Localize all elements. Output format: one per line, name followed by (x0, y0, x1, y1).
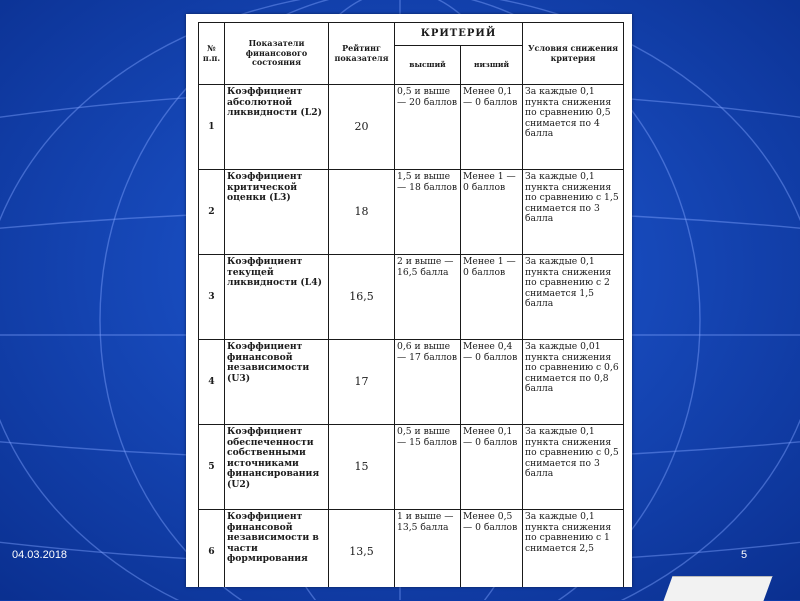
row-indicator: Коэффициент финансовой независимости в части формирования (225, 510, 329, 588)
row-low: Менее 1 — 0 баллов (461, 255, 523, 340)
row-indicator: Коэффициент обеспеченности собственными источниками финансирования (U2) (225, 425, 329, 510)
row-num: 4 (199, 340, 225, 425)
row-score: 15 (329, 425, 395, 510)
row-low: Менее 0,4 — 0 баллов (461, 340, 523, 425)
row-num: 6 (199, 510, 225, 588)
row-condition: За каждые 0,1 пункта снижения по сравнению с 1 снимается 2,5 (523, 510, 624, 588)
row-condition: За каждые 0,1 пункта снижения по сравнению с 2 снимается 1,5 балла (523, 255, 624, 340)
row-score: 17 (329, 340, 395, 425)
header-criterion: КРИТЕРИЙ (395, 23, 523, 46)
row-high: 2 и выше — 16,5 балла (395, 255, 461, 340)
row-condition: За каждые 0,1 пункта снижения по сравнению с 1,5 снимается по 3 балла (523, 170, 624, 255)
header-high: высший (395, 46, 461, 85)
table-row (199, 340, 624, 425)
row-score: 20 (329, 85, 395, 170)
row-num: 1 (199, 85, 225, 170)
row-high: 1 и выше — 13,5 балла (395, 510, 461, 588)
financial-rating-table (198, 22, 624, 587)
row-indicator: Коэффициент текущей ликвидности (L4) (225, 255, 329, 340)
row-indicator: Коэффициент абсолютной ликвидности (L2) (225, 85, 329, 170)
header-conditions: Условия снижения критерия (523, 23, 624, 85)
row-indicator: Коэффициент финансовой независимости (U3) (225, 340, 329, 425)
row-score: 16,5 (329, 255, 395, 340)
header-low: низший (461, 46, 523, 85)
table-row (199, 170, 624, 255)
header-rating: Рейтинг показателя (329, 23, 395, 85)
row-high: 0,6 и выше — 17 баллов (395, 340, 461, 425)
row-low: Менее 0,1 — 0 баллов (461, 85, 523, 170)
row-low: Менее 1 — 0 баллов (461, 170, 523, 255)
row-condition: За каждые 0,1 пункта снижения по сравнению с 0,5 снимается по 3 балла (523, 425, 624, 510)
row-num: 2 (199, 170, 225, 255)
row-num: 5 (199, 425, 225, 510)
header-num: № п.п. (199, 23, 225, 85)
row-high: 0,5 и выше — 15 баллов (395, 425, 461, 510)
slide-page-number: 5 (741, 549, 748, 561)
header-indicator: Показатели финансового состояния (225, 23, 329, 85)
row-num: 3 (199, 255, 225, 340)
row-high: 0,5 и выше — 20 баллов (395, 85, 461, 170)
table-row (199, 510, 624, 588)
page-curl-decoration (663, 576, 772, 601)
scanned-table-image (186, 14, 632, 587)
table-row (199, 85, 624, 170)
table-row (199, 255, 624, 340)
row-score: 18 (329, 170, 395, 255)
row-score: 13,5 (329, 510, 395, 588)
row-condition: За каждые 0,01 пункта снижения по сравнению с 0,6 снимается по 0,8 балла (523, 340, 624, 425)
slide-date: 04.03.2018 (12, 549, 68, 561)
row-low: Менее 0,1 — 0 баллов (461, 425, 523, 510)
row-high: 1,5 и выше — 18 баллов (395, 170, 461, 255)
row-indicator: Коэффициент критической оценки (L3) (225, 170, 329, 255)
row-condition: За каждые 0,1 пункта снижения по сравнению 0,5 снимается по 4 балла (523, 85, 624, 170)
table-row (199, 425, 624, 510)
row-low: Менее 0,5 — 0 баллов (461, 510, 523, 588)
